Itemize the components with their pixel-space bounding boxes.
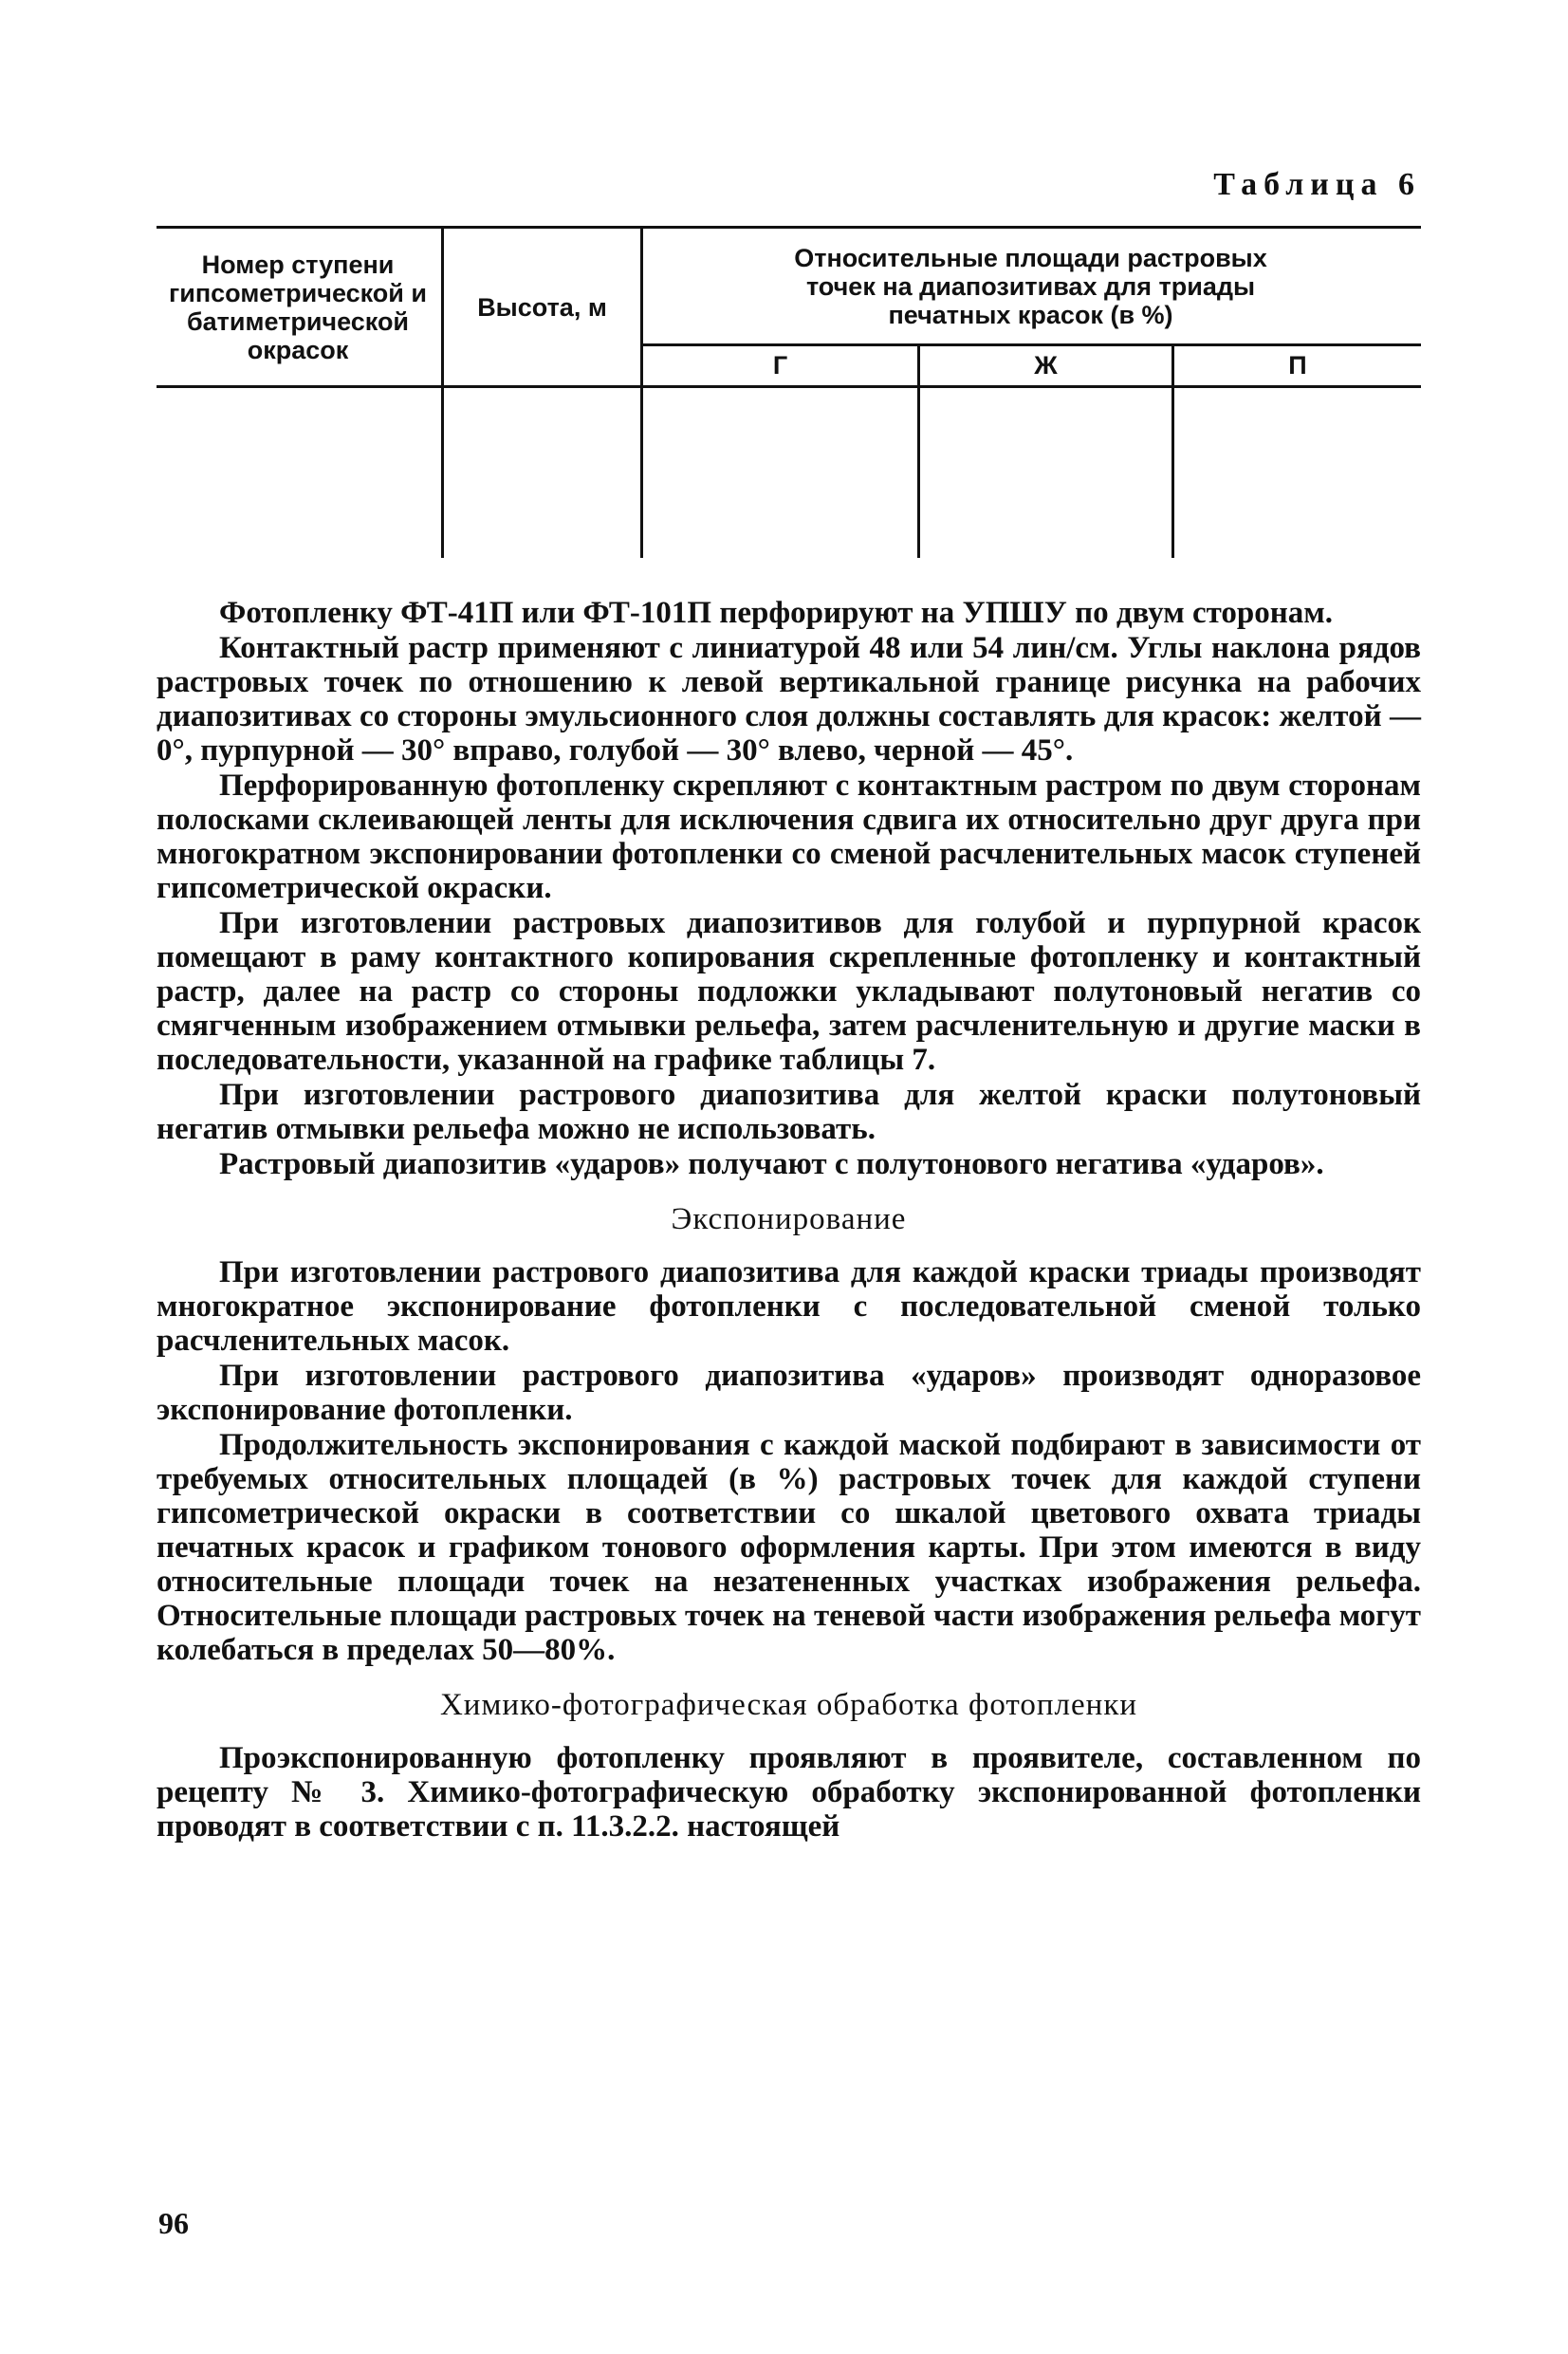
document-page <box>157 0 1421 2354</box>
data-table <box>157 226 1421 558</box>
subheader-zh: Ж <box>1034 351 1058 380</box>
body-text <box>157 596 1421 1844</box>
table-header-bottom-rule <box>157 385 1421 388</box>
table-col-divider-2 <box>640 226 643 558</box>
subheader-g: Г <box>772 351 788 380</box>
header-height: Высота, м <box>477 293 607 322</box>
paragraph: При изготовлении растрового диапозитива для каждой краски триады производят многократное экспонирование фотопленки с последовательной сменой только расчленительных масок. <box>157 1255 1421 1358</box>
header-relative-areas: Относительные площади растровых точек на диапозитивах для триады печатных красок (в %) <box>794 244 1267 329</box>
paragraph: Перфорированную фотопленку скрепляют с контактным растром по двум сторонам полосками склеивающей ленты для исключения сдвига их относительно друг друга при многократном экспонировании фотопленки со сменой расчленительных масок ступеней гипсометрической окраски. <box>157 769 1421 905</box>
paragraph: При изготовлении растровых диапозитивов для голубой и пурпурной красок помещают в раму контактного копирования скрепленные фотопленку и контактный растр, далее на растр со стороны подложки укладывают полутоновый негатив со смягченным изображением отмывки рельефа, затем расчленительную и другие маски в последовательности, указанной на графике таблицы 7. <box>157 906 1421 1077</box>
paragraph: При изготовлении растрового диапозитива «ударов» производят одноразовое экспонирование фотопленки. <box>157 1359 1421 1427</box>
paragraph: Фотопленку ФТ-41П или ФТ-101П перфорируют на УПШУ по двум сторонам. <box>219 596 1334 630</box>
table-caption: Таблица 6 <box>1213 167 1421 202</box>
table-top-rule <box>157 226 1421 229</box>
paragraph: Контактный растр применяют с линиатурой 48 или 54 лин/см. Углы наклона рядов растровых точек по отношению к левой вертикальной границе рисунка на рабочих диапозитивах со стороны эмульсионного слоя должны составлять для красок: желтой — 0°, пурпурной — 30° вправо, голубой — 30° влево, черной — 45°. <box>157 631 1421 768</box>
page-number: 96 <box>158 2206 189 2240</box>
paragraph: Проэкспонированную фотопленку проявляют в проявителе, составленном по рецепту № 3. Химико-фотографическую обработку экспонированной фотопленки проводят в соответствии с п. 11.3.2.2. настоящей <box>157 1741 1421 1844</box>
subheader-p: П <box>1288 351 1307 380</box>
section-heading-processing: Химико-фотографическая обработка фотопленки <box>439 1688 1138 1722</box>
section-heading-exposure: Экспонирование <box>671 1202 907 1236</box>
paragraph: Продолжительность экспонирования с каждой маской подбирают в зависимости от требуемых относительных площадей (в %) растровых точек для каждой ступени гипсометрической окраски в соответствии со шкалой цветового охвата триады печатных красок и графиком тонового оформления карты. При этом имеются в виду относительные площади точек на незатененных участках изображения рельефа. Относительные площади растровых точек на теневой части изображения рельефа могут колебаться в пределах 50—80%. <box>157 1428 1421 1667</box>
header-step-number: Номер ступени гипсометрической и батиметрической окрасок <box>169 250 427 364</box>
paragraph: Растровый диапозитив «ударов» получают с полутонового негатива «ударов». <box>219 1147 1324 1181</box>
paragraph: При изготовлении растрового диапозитива для желтой краски полутоновый негатив отмывки рельефа можно не использовать. <box>157 1078 1421 1146</box>
